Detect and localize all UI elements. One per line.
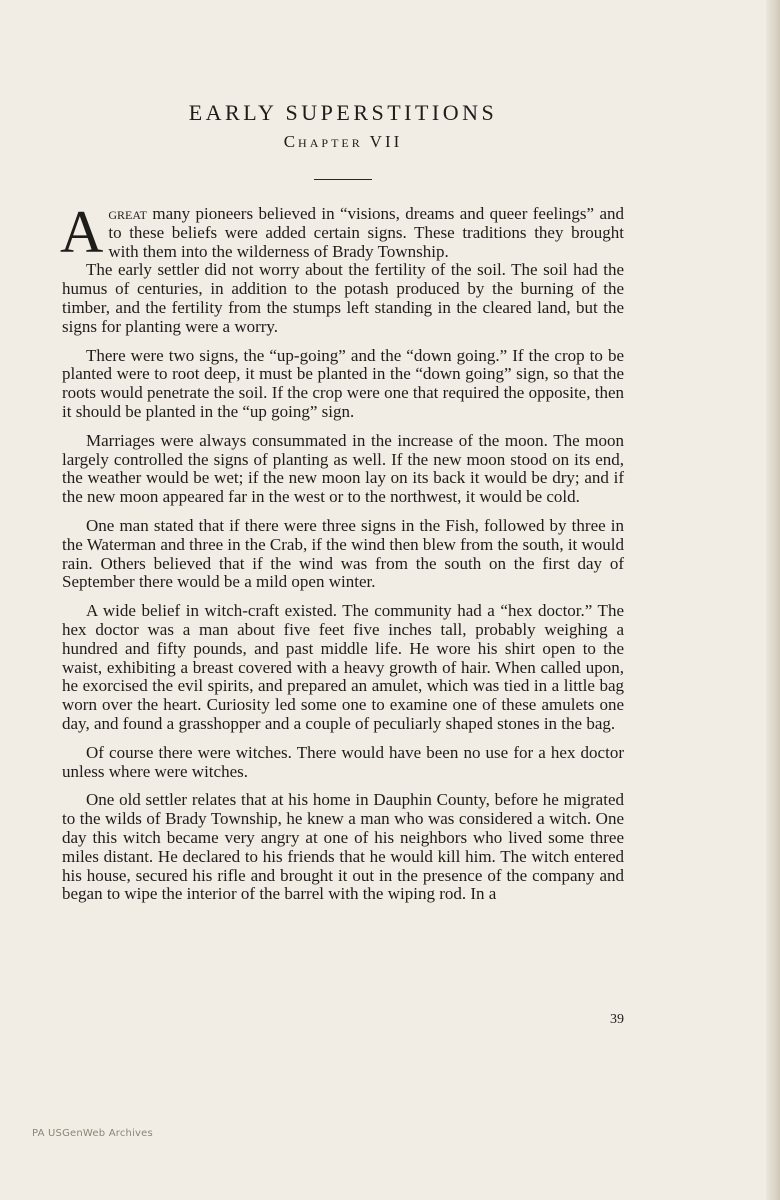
- drop-cap: A: [60, 199, 104, 265]
- archive-watermark: PA USGenWeb Archives: [32, 1128, 153, 1139]
- body-text: [60, 199, 625, 914]
- page-edge-shadow: [766, 0, 780, 1200]
- paragraph-2: The early settler did not worry about the fertility of the soil. The soil had the humus of centuries, in addition to the potash produced by the burning of the timber, and the fertility from the stumps left standing in the cleared land, but the signs for planting were a worry.: [62, 260, 624, 336]
- lead-word: great: [108, 204, 148, 223]
- paragraph-1: [60, 199, 624, 265]
- paragraph-6: A wide belief in witch-craft existed. The community had a “hex doctor.” The hex doctor was a man about five feet five inches tall, probably weighing a hundred and fifty pounds, and past middle life. He wore his shirt open to the waist, exhibiting a breast covered with a heavy growth of hair. When called upon, he exorcised the evil spirits, and prepared an amulet, which was tied in a little bag worn over the heart. Curiosity led some one to examine one of these amulets one day, and found a grasshopper and a couple of peculiarly shaped stones in the bag.: [62, 601, 624, 733]
- paragraph-8: One old settler relates that at his home in Dauphin County, before he migrated to the wilds of Brady Township, he knew a man who was considered a witch. One day this witch became very angry at one of his neighbors who lived some three miles distant. He declared to his friends that he would kill him. The witch entered his house, secured his rifle and brought it out in the presence of the company and began to wipe the interior of the barrel with the wiping rod. In a: [62, 790, 624, 904]
- chapter-label: Chapter VII: [283, 132, 403, 151]
- chapter-number: [62, 132, 624, 152]
- page-number: 39: [610, 1012, 624, 1027]
- paragraph-1-text: many pioneers believed in “visions, dreams and queer feelings” and to these beliefs were added certain signs. These traditions they brought with them into the wilderness of Brady Township.: [108, 204, 624, 261]
- paragraph-3: There were two signs, the “up-going” and the “down going.” If the crop to be planted were to root deep, it must be planted in the “down going” sign, so that the roots would penetrate the soil. If the crop were one that required the opposite, then it should be planted in the “up going” sign.: [62, 345, 624, 421]
- paragraph-5: One man stated that if there were three signs in the Fish, followed by three in the Waterman and three in the Crab, if the wind then blew from the south, it would rain. Others believed that if the wind was from the south on the first day of September there would be a mild open winter.: [62, 515, 625, 592]
- paragraph-7: Of course there were witches. There would have been no use for a hex doctor unless where were witches.: [62, 742, 624, 781]
- paragraph-4: Marriages were always consummated in the increase of the moon. The moon largely controlled the signs of planting as well. If the new moon stood on its end, the weather would be wet; if the new moon lay on its back it would be dry; and if the new moon appeared far in the west or to the northwest, it would be cold.: [62, 430, 624, 507]
- chapter-title: EARLY SUPERSTITIONS: [188, 100, 498, 125]
- title-rule: [314, 179, 372, 180]
